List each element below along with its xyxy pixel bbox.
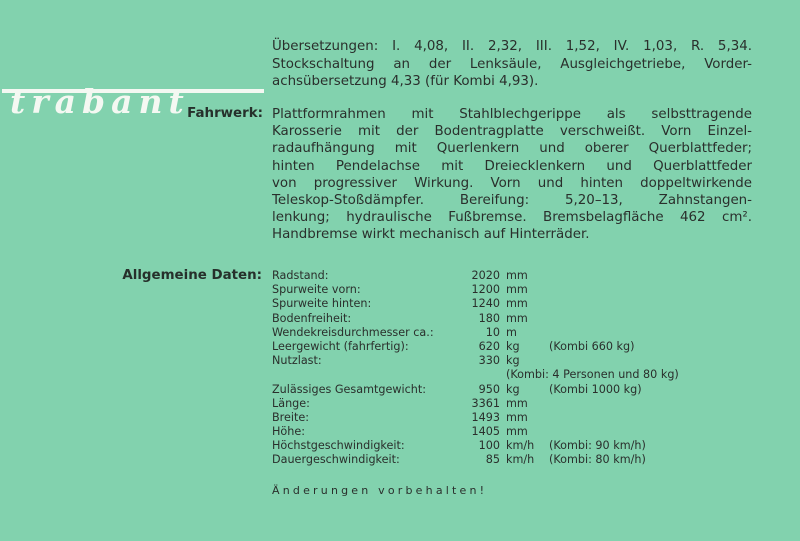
data-row-unit: km/h <box>506 439 535 453</box>
data-row-label: Spurweite hinten: <box>272 297 372 311</box>
data-row-unit: mm <box>506 410 528 424</box>
data-row-label: Breite: <box>272 410 310 424</box>
data-row <box>272 383 742 397</box>
data-row-unit: mm <box>506 297 528 311</box>
data-row-unit: kg <box>506 354 520 368</box>
data-row <box>272 340 742 354</box>
data-row-unit: kg <box>506 339 520 353</box>
gear-text-line: Übersetzungen: I. 4,08, II. 2,32, III. 1,52, IV. 1,03, R. 5,34. <box>272 39 752 54</box>
gear-text-line: achsübersetzung 4,33 (für Kombi 4,93). <box>272 74 539 89</box>
logo-wordmark: trabant <box>10 82 190 117</box>
fahrwerk-text <box>272 106 752 244</box>
data-row <box>272 425 742 439</box>
data-row <box>272 283 742 297</box>
data-row-label: Höhe: <box>272 425 305 439</box>
data-row-value: 950 <box>478 382 500 396</box>
data-row-value: 1240 <box>471 297 500 311</box>
fahrwerk-text-line: lenkung; hydraulische Fußbremse. Bremsbelagfläche 462 cm². <box>272 210 752 226</box>
data-row-unit: m <box>506 325 517 339</box>
data-row-label: Radstand: <box>272 269 329 282</box>
fahrwerk-text-line: von progressiver Wirkung. Vorn und hinten doppeltwirkende <box>272 175 752 191</box>
data-row-value: 85 <box>485 453 500 467</box>
changes-reserved-note: Änderungen vorbehalten! <box>272 484 488 497</box>
data-row-label: Bodenfreiheit: <box>272 311 352 325</box>
fahrwerk-text-line: hinten Pendelachse mit Dreiecklenkern und Querblattfeder <box>272 158 752 174</box>
data-row <box>272 397 742 411</box>
data-row-note: (Kombi: 90 km/h) <box>549 439 646 453</box>
data-row-unit: mm <box>506 283 528 297</box>
data-row-label: Spurweite vorn: <box>272 283 361 297</box>
fahrwerk-label: Fahrwerk: <box>187 106 263 121</box>
data-row <box>272 439 742 453</box>
data-row-value: 1200 <box>471 283 500 297</box>
data-row <box>272 326 742 340</box>
data-row-value: 100 <box>478 439 500 453</box>
fahrwerk-text-line: Plattformrahmen mit Stahlblechgerippe als selbsttragende <box>272 107 752 122</box>
data-row <box>272 297 742 311</box>
fahrwerk-text-line: Teleskop-Stoßdämpfer. Bereifung: 5,20–13, Zahnstangen- <box>272 193 752 209</box>
data-row <box>272 453 742 467</box>
gear-ratio-text <box>272 38 752 91</box>
data-row-value: 10 <box>485 325 500 339</box>
data-row-label: Länge: <box>272 396 310 410</box>
fahrwerk-text-line: Karosserie mit der Bodentragplatte verschweißt. Vorn Einzel- <box>272 124 752 140</box>
data-row-value: 330 <box>478 354 500 368</box>
gear-text-line: Stockschaltung an der Lenksäule, Ausgleichgetriebe, Vorder- <box>272 56 752 72</box>
data-row-unit: mm <box>506 269 528 282</box>
data-row-unit: km/h <box>506 453 535 467</box>
general-data-table <box>272 269 742 468</box>
data-row-note-second-line: (Kombi: 4 Personen und 80 kg) <box>506 368 679 382</box>
data-row-label: Wendekreisdurchmesser ca.: <box>272 325 434 339</box>
data-row-value: 3361 <box>471 396 500 410</box>
data-row-unit: mm <box>506 425 528 439</box>
allgemeine-daten-label: Allgemeine Daten: <box>122 268 262 283</box>
data-row-value: 1405 <box>471 425 500 439</box>
data-row-value: 180 <box>478 311 500 325</box>
data-row-label: Zulässiges Gesamtgewicht: <box>272 382 427 396</box>
data-row <box>272 354 742 382</box>
data-row <box>272 312 742 326</box>
data-row-label: Dauergeschwindigkeit: <box>272 453 400 467</box>
data-row-unit: kg <box>506 382 520 396</box>
data-row-note: (Kombi: 80 km/h) <box>549 453 646 467</box>
data-row <box>272 269 742 283</box>
data-row-note: (Kombi 1000 kg) <box>549 382 642 396</box>
data-row-unit: mm <box>506 311 528 325</box>
data-row-label: Nutzlast: <box>272 354 322 368</box>
data-row-unit: mm <box>506 396 528 410</box>
data-row-value: 2020 <box>471 269 500 282</box>
data-row-value: 620 <box>478 339 500 353</box>
data-row-note: (Kombi 660 kg) <box>549 339 635 353</box>
data-row-label: Leergewicht (fahrfertig): <box>272 339 409 353</box>
data-row-label: Höchstgeschwindigkeit: <box>272 439 405 453</box>
fahrwerk-text-line: Handbremse wirkt mechanisch auf Hinterräder. <box>272 227 590 243</box>
fahrwerk-text-line: radaufhängung mit Querlenkern und oberer Querblattfeder; <box>272 141 752 157</box>
data-row <box>272 411 742 425</box>
data-row-value: 1493 <box>471 410 500 424</box>
